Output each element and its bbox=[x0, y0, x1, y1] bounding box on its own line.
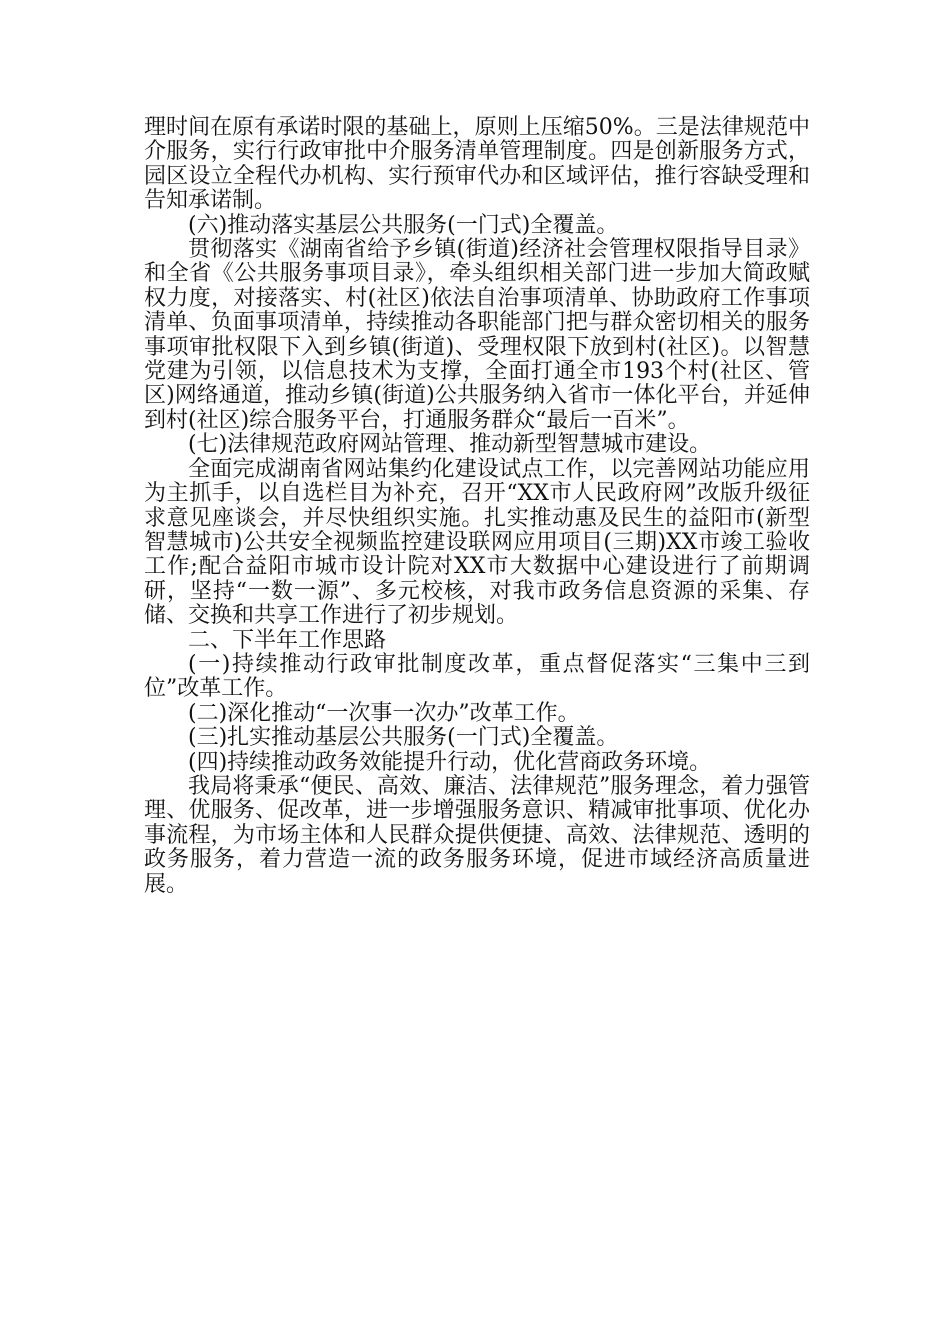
chapter-heading-2: 二、下半年工作思路 bbox=[188, 627, 387, 653]
plan-item-3: (三)扎实推动基层公共服务(一门式)全覆盖。 bbox=[188, 725, 619, 751]
paragraph-continuation: 理时间在原有承诺时限的基础上，原则上压缩50%。三是法律规范中介服务，实行行政审批中介服务清单管理制度。四是创新服务方式，园区设立全程代办机构、实行预审代办和区域评估，推行容缺受理和告知承诺制。 bbox=[144, 115, 810, 214]
section-heading-6: (六)推动落实基层公共服务(一门式)全覆盖。 bbox=[188, 212, 619, 238]
paragraph-section-6: 贯彻落实《湖南省给予乡镇(街道)经济社会管理权限指导目录》和全省《公共服务事项目录》，牵头组织相关部门进一步加大简政赋权力度，对接落实、村(社区)依法自治事项清单、协助政府工作事项清单、负面事项清单，持续推动各职能部门把与群众密切相关的服务事项审批权限下入到乡镇(街道)、受理权限下放到村(社区)。以智慧党建为引领，以信息技术为支撑，全面打通全市193个村(社区、管区)网络通道，推动乡镇(街道)公共服务纳入省市一体化平台，并延伸到村(社区)综合服务平台，打通服务群众“最后一百米”。 bbox=[144, 237, 810, 433]
document-body bbox=[144, 116, 810, 897]
plan-item-4: (四)持续推动政务效能提升行动，优化营商政务环境。 bbox=[188, 749, 712, 775]
plan-item-2: (二)深化推动“一次事一次办”改革工作。 bbox=[188, 700, 580, 726]
paragraph-section-7: 全面完成湖南省网站集约化建设试点工作，以完善网站功能应用为主抓手，以自选栏目为补充，召开“XX市人民政府网”改版升级征求意见座谈会，并尽快组织实施。扎实推动惠及民生的益阳市(新型智慧城市)公共安全视频监控建设联网应用项目(三期)XX市竣工验收工作;配合益阳市城市设计院对XX市大数据中心建设进行了前期调研，坚持“一数一源”、多元校核，对我市政务信息资源的采集、存储、交换和共享工作进行了初步规划。 bbox=[144, 456, 810, 629]
closing-paragraph: 我局将秉承“便民、高效、廉洁、法律规范”服务理念，着力强管理、优服务、促改革，进一步增强服务意识、精减审批事项、优化办事流程，为市场主体和人民群众提供便捷、高效、法律规范、透明的政务服务，着力营造一流的政务服务环境，促进市域经济高质量进展。 bbox=[144, 773, 810, 897]
section-heading-7: (七)法律规范政府网站管理、推动新型智慧城市建设。 bbox=[188, 432, 712, 458]
plan-item-1: (一)持续推动行政审批制度改革，重点督促落实“三集中三到位”改革工作。 bbox=[144, 651, 810, 702]
